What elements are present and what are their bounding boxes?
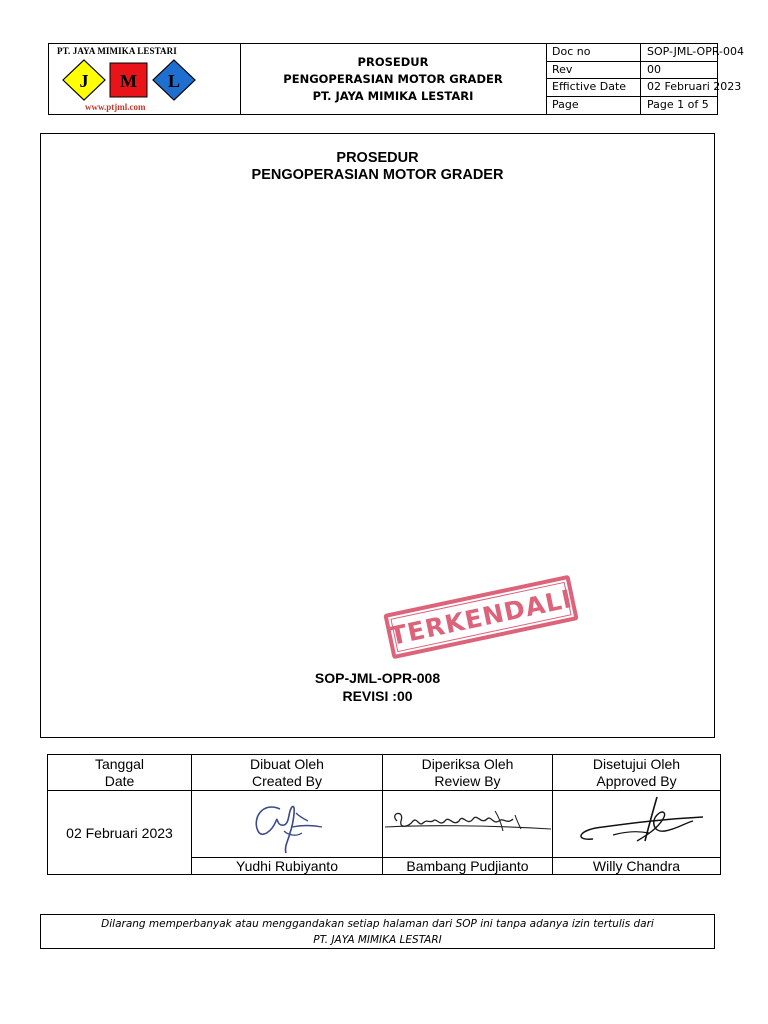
logo-letter-j: J — [79, 71, 89, 91]
page-value: Page 1 of 5 — [647, 97, 709, 111]
approver-signature — [553, 791, 718, 857]
document-code: SOP-JML-OPR-008 — [314, 670, 441, 686]
logo-letter-l: L — [167, 71, 181, 91]
date-header — [48, 755, 191, 791]
rev-label: Rev — [546, 62, 641, 79]
approved-header-id: Disetujui Oleh — [592, 756, 681, 772]
meta-row-doc-no — [546, 44, 745, 62]
approval-table — [47, 754, 721, 875]
stamp-text: TERKENDALI — [386, 583, 576, 651]
approved-header — [553, 755, 720, 791]
reviewed-header-en: Review By — [434, 773, 501, 789]
company-logo-cell — [49, 44, 241, 114]
logo-letter-m: M — [120, 71, 137, 91]
document-header-table — [48, 43, 745, 115]
approval-col-approved — [553, 755, 720, 874]
header-title-line-1: PROSEDUR — [357, 54, 429, 69]
effective-date-label: Effictive Date — [546, 79, 641, 96]
meta-row-effective-date — [546, 79, 742, 97]
approval-col-created — [192, 755, 383, 874]
meta-row-page — [546, 97, 717, 115]
reviewer-signature-area — [383, 791, 552, 857]
reviewer-signature — [383, 791, 551, 857]
creator-signature-area — [192, 791, 382, 857]
reviewed-header-id: Diperiksa Oleh — [421, 756, 514, 772]
created-header-id: Dibuat Oleh — [250, 756, 324, 772]
approval-col-reviewed — [383, 755, 553, 874]
header-title-cell — [240, 44, 547, 114]
company-website: www.ptjml.com — [85, 102, 146, 112]
approved-header-en: Approved By — [596, 773, 677, 789]
cover-content-box — [40, 133, 715, 738]
notice-line-2: PT. JAYA MIMIKA LESTARI — [313, 934, 442, 946]
approver-name: Willy Chandra — [553, 857, 720, 874]
doc-no-label: Doc no — [546, 44, 641, 61]
header-title-line-3: PT. JAYA MIMIKA LESTARI — [312, 88, 474, 103]
creator-signature — [192, 791, 381, 857]
meta-row-rev — [546, 62, 717, 80]
notice-line-1: Dilarang memperbanyak atau menggandakan setiap halaman dari SOP ini tanpa adanya izin tertulis dari — [101, 918, 654, 930]
revision-label: REVISI :00 — [342, 688, 413, 704]
creator-name: Yudhi Rubiyanto — [192, 857, 382, 874]
jml-logo — [59, 58, 229, 102]
effective-date-value: 02 Februari 2023 — [647, 80, 742, 93]
reviewer-name: Bambang Pudjianto — [383, 857, 552, 874]
date-header-en: Date — [104, 773, 135, 789]
cover-title-line-2: PENGOPERASIAN MOTOR GRADER — [251, 167, 504, 183]
cover-title-line-1: PROSEDUR — [336, 150, 419, 166]
rev-value: 00 — [647, 62, 661, 76]
approval-date-value: 02 Februari 2023 — [66, 824, 173, 841]
copy-restriction-notice — [40, 914, 715, 949]
approval-col-date — [48, 755, 192, 874]
created-header-en: Created By — [251, 773, 323, 789]
page-label: Page — [546, 97, 641, 115]
document-meta-table — [546, 44, 745, 114]
approver-signature-area — [553, 791, 720, 857]
reviewed-header — [383, 755, 552, 791]
company-name: PT. JAYA MIMIKA LESTARI — [57, 46, 177, 56]
doc-no-value: SOP-JML-OPR-004 — [647, 45, 745, 58]
date-header-id: Tanggal — [94, 756, 145, 772]
header-title-line-2: PENGOPERASIAN MOTOR GRADER — [283, 71, 503, 86]
created-header — [192, 755, 382, 791]
